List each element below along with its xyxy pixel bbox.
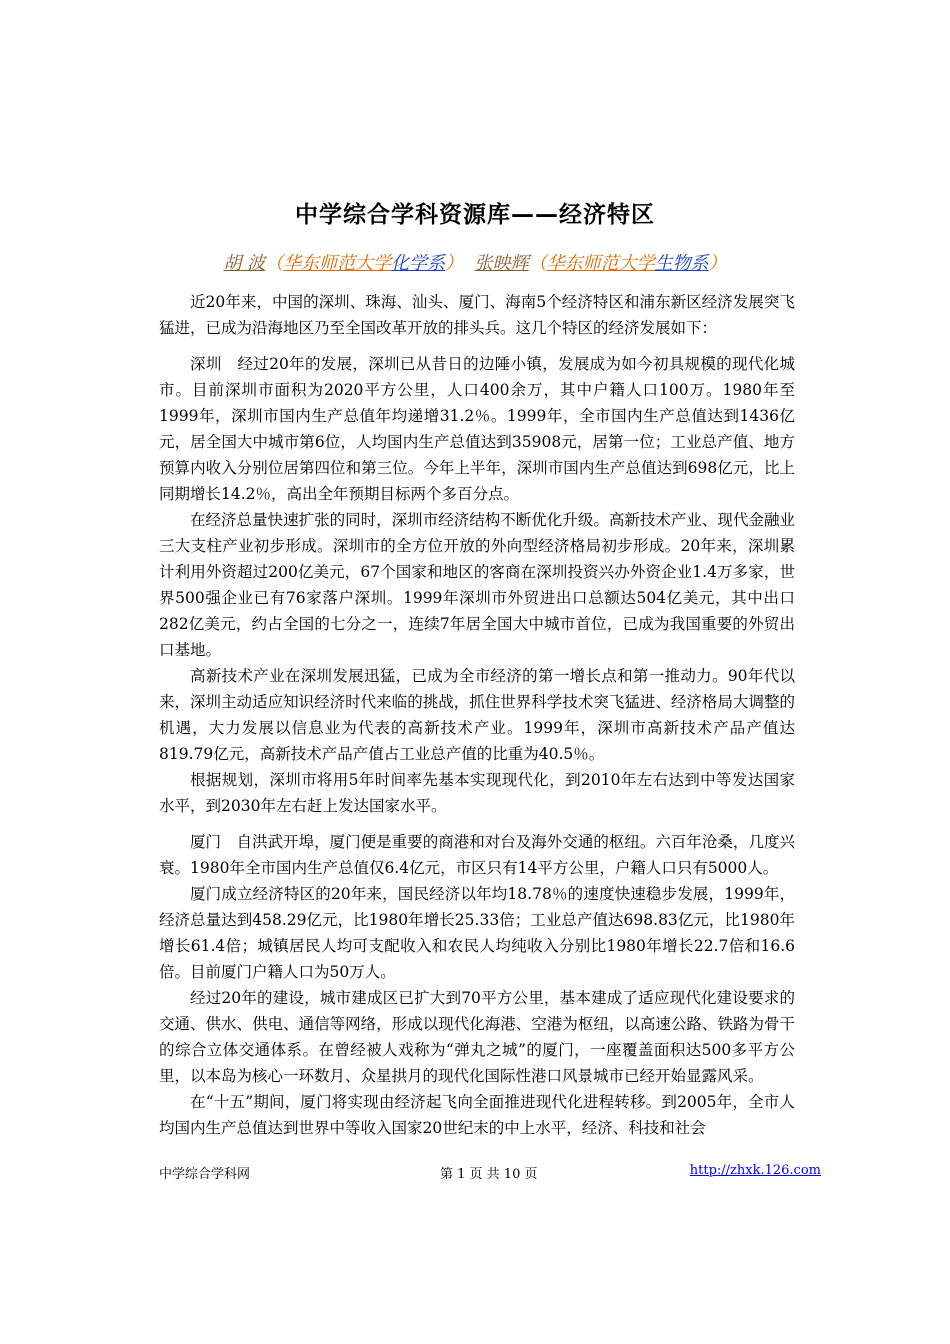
author-org-2[interactable] xyxy=(547,253,655,274)
paragraph-shenzhen-4: 根据规划，深圳市将用5年时间率先基本实现现代化，到2010年左右达到中等发达国家水平，到2030年左右赶上发达国家水平。 xyxy=(159,771,795,815)
article-body xyxy=(159,289,795,1141)
author-name-1[interactable]: 胡 波 xyxy=(223,253,266,274)
author-line xyxy=(0,249,950,275)
footer-site-name: 中学综合学科网 xyxy=(159,1167,251,1182)
paragraph-shenzhen-2: 在经济总量快速扩张的同时，深圳市经济结构不断优化升级。高新技术产业、现代金融业三大支柱产业初步形成。深圳市的全方位开放的外向型经济格局初步形成。20年来，深圳累计利用外资超过200亿美元，67个国家和地区的客商在深圳投资兴办外资企业1.4万多家，世界500强企业已有76家落户深圳。1999年深圳市外贸进出口总额达504亿美元，其中出口282亿美元，约占全国的七分之一，连续7年居全国大中城市首位，已成为我国重要的外贸出口基地。 xyxy=(159,511,795,659)
paren-close-1: ） xyxy=(445,253,464,274)
paren-close-2: ） xyxy=(708,253,727,274)
paragraph-xiamen-2: 厦门成立经济特区的20年来，国民经济以年均18.78％的速度快速稳步发展，1999年，经济总量达到458.29亿元，比1980年增长25.33倍；工业总产值达698.83亿元，比1980年增长61.4倍；城镇居民人均可支配收入和农民人均纯收入分别比1980年增长22.7倍和16.6倍。目前厦门户籍人口为50万人。 xyxy=(159,885,795,981)
paragraph-xiamen-4: 在“十五”期间，厦门将实现由经济起飞向全面推进现代化进程转移。到2005年，全市人均国内生产总值达到世界中等收入国家20世纪末的中上水平，经济、科技和社会 xyxy=(159,1093,795,1137)
author-dept-2[interactable]: 生物系 xyxy=(654,253,709,274)
paren-open-2: （ xyxy=(528,253,547,274)
paragraph-shenzhen-3: 高新技术产业在深圳发展迅猛，已成为全市经济的第一增长点和第一推动力。90年代以来，深圳主动适应知识经济时代来临的挑战，抓住世界科学技术突飞猛进、经济格局大调整的机遇，大力发展以信息业为代表的高新技术产业。1999年，深圳市高新技术产品产值达819.79亿元，高新技术产品产值占工业总产值的比重为40.5％。 xyxy=(159,667,795,763)
paragraph-intro: 近20年来，中国的深圳、珠海、汕头、厦门、海南5个经济特区和浦东新区经济发展突飞猛进，已成为沿海地区乃至全国改革开放的排头兵。这几个特区的经济发展如下： xyxy=(159,293,795,337)
author-dept-1[interactable]: 化学系 xyxy=(391,253,446,274)
org-link-2[interactable]: 华东师范大学 xyxy=(546,253,655,274)
org-link-1[interactable]: 华东师范大学 xyxy=(283,253,392,274)
paren-open-1: （ xyxy=(265,253,284,274)
page-title: 中学综合学科资源库——经济特区 xyxy=(295,202,655,228)
paragraph-xiamen-3: 经过20年的建设，城市建成区已扩大到70平方公里，基本建成了适应现代化建设要求的交通、供水、供电、通信等网络，形成以现代化海港、空港为枢纽，以高速公路、铁路为骨干的综合立体交通体系。在曾经被人戏称为“弹丸之城”的厦门，一座覆盖面积达500多平方公里，以本岛为核心一环数月、众星拱月的现代化国际性港口风景城市已经开始显露风采。 xyxy=(159,989,795,1085)
author-name-2[interactable]: 张映辉 xyxy=(474,253,529,274)
footer-page-number: 第 1 页 共 10 页 xyxy=(440,1167,538,1182)
footer-site-link[interactable]: http://zhxk.126.com xyxy=(689,1163,821,1178)
paragraph-shenzhen-1: 深圳 经过20年的发展，深圳已从昔日的边陲小镇，发展成为如今初具规模的现代化城市。目前深圳市面积为2020平方公里，人口400余万，其中户籍人口100万。1980年至1999年，深圳市国内生产总值年均递增31.2％。1999年，全市国内生产总值达到1436亿元，居全国大中城市第6位，人均国内生产总值达到35908元，居第一位；工业总产值、地方预算内收入分别位居第四位和第三位。今年上半年，深圳市国内生产总值达到698亿元，比上同期增长14.2％，高出全年预期目标两个多百分点。 xyxy=(159,355,795,503)
author-org-1[interactable] xyxy=(283,253,391,274)
paragraph-xiamen-1: 厦门 自洪武开埠，厦门便是重要的商港和对台及海外交通的枢纽。六百年沧桑，几度兴衰。1980年全市国内生产总值仅6.4亿元，市区只有14平方公里，户籍人口只有5000人。 xyxy=(159,833,795,877)
